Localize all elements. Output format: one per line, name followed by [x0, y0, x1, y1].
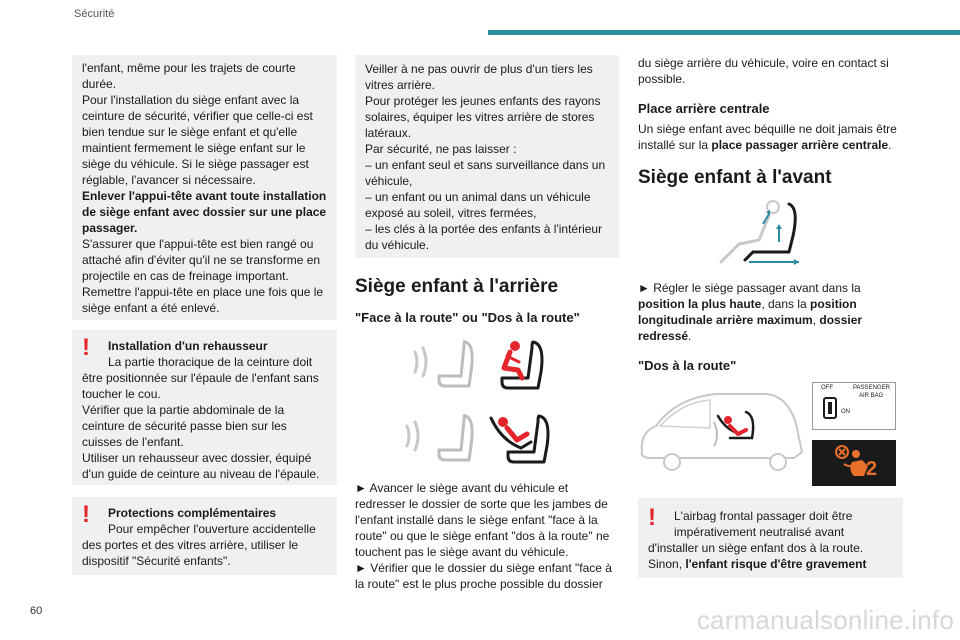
warning-exclamation-icon: !	[648, 504, 656, 531]
adjust-instruction: ► Régler le siège passager avant dans la position la plus haute, dans la position longitudinale arrière maximum, dossier redressé.	[638, 281, 863, 343]
warning-text: Vérifier que la partie abdominale de la ceinture de sécurité passe bien sur les cuisses de l'enfant.	[82, 403, 287, 449]
box-p: Pour protéger les jeunes enfants des rayons solaires, équiper les vitres arrière de stores latéraux.	[365, 94, 601, 140]
airbag-off-label: OFF	[821, 385, 833, 391]
warning-line: La partie thoracique de la ceinture doit	[108, 355, 313, 369]
warning-box-booster	[72, 330, 337, 485]
warning-box-protections	[72, 497, 337, 575]
center-rear-text: Un siège enfant avec béquille ne doit jamais être installé sur la place passager arrière centrale.	[638, 122, 897, 152]
info-box-windows	[355, 55, 619, 258]
section-title: Sécurité	[74, 8, 115, 20]
airbag-off-warning-icon	[812, 440, 896, 486]
continued-text: du siège arrière du véhicule, voire en contact si possible.	[638, 56, 889, 86]
box-p: – un enfant ou un animal dans un véhicule exposé au soleil, vitres fermées,	[365, 190, 591, 220]
instruction-p1: ► Avancer le siège avant du véhicule et redresser le dossier de sorte que les jambes de l'enfant installé dans le siège enfant "face à la route" ou que le siège enfant "dos à la route" ne touchent pas le siège avant du véhicule.	[355, 481, 610, 559]
box-p: – un enfant seul et sans surveillance dans un véhicule,	[365, 158, 606, 188]
passenger-label: PASSENGER	[853, 385, 890, 391]
warning-text: des portes et des vitres arrière, utiliser le dispositif "Sécurité enfants".	[82, 538, 299, 568]
header-accent-bar	[488, 30, 960, 35]
heading-rear-child-seat: Siège enfant à l'arrière	[355, 276, 559, 297]
rear-seat-illustrations	[395, 338, 555, 473]
watermark: carmanualsonline.info	[696, 605, 954, 635]
info-box-installation	[72, 55, 337, 320]
airbag-key-switch-icon	[823, 397, 837, 419]
airbag-number-label: 2	[866, 458, 878, 480]
warning-line: impérativement neutralisé avant	[674, 525, 845, 539]
box-p: Veiller à ne pas ouvrir de plus d'un tiers les vitres arrière.	[365, 62, 593, 92]
rear-facing-seat-icon	[407, 416, 548, 463]
heading-front-child-seat: Siège enfant à l'avant	[638, 167, 832, 188]
airbag-switch-panel	[812, 382, 896, 430]
instruction-p2: ► Vérifier que le dossier du siège enfant "face à la route" est le plus proche possible du dossier	[355, 561, 612, 591]
front-seat-adjust-text	[638, 280, 903, 374]
warning-text: Sinon, l'enfant risque d'être gravement	[648, 557, 867, 571]
subheading-rear-facing: "Dos à la route"	[638, 358, 737, 373]
airbag-label: AIR BAG	[859, 393, 884, 399]
airbag-off-indicator-panel	[812, 440, 896, 486]
car-rear-facing-illustration	[638, 382, 808, 472]
subheading-facing: "Face à la route" ou "Dos à la route"	[355, 310, 580, 325]
warning-box-airbag	[638, 498, 903, 578]
warning-exclamation-icon: !	[82, 334, 90, 361]
forward-facing-seat-icon	[415, 341, 542, 388]
column-right	[638, 55, 903, 189]
box-p: – les clés à la portée des enfants à l'intérieur du véhicule.	[365, 222, 603, 252]
seat-adjust-illustration	[705, 198, 805, 270]
box1-p2: Pour l'installation du siège enfant avec la ceinture de sécurité, vérifier que celle-ci est bien tendue sur le siège enfant et qu'elle maintient fermement le siège enfant sur le siège du véhicule. Si le siège passager est réglable, l'avancer si nécessaire.	[82, 93, 313, 187]
box-p: Par sécurité, ne pas laisser :	[365, 142, 517, 156]
box1-p1: l'enfant, même pour les trajets de courte durée.	[82, 61, 296, 91]
heading-center-rear: Place arrière centrale	[638, 101, 770, 116]
column-middle	[355, 55, 619, 326]
warning-line: Pour empêcher l'ouverture accidentelle	[108, 522, 316, 536]
box1-p4: S'assurer que l'appui-tête est bien rangé ou attaché afin d'éviter qu'il ne se transforme en projectile en cas de freinage important. Remettre l'appui-tête en place une fois que le siège enfant a été enlevé.	[82, 237, 324, 315]
warning-title: Installation d'un rehausseur	[108, 339, 268, 353]
page-number: 60	[30, 605, 43, 617]
warning-title: Protections complémentaires	[108, 506, 277, 520]
warning-exclamation-icon: !	[82, 501, 90, 528]
rear-seat-instructions	[355, 480, 619, 592]
warning-line: L'airbag frontal passager doit être	[674, 509, 853, 523]
box1-p3: Enlever l'appui-tête avant toute installation de siège enfant avec dossier sur une place passager.	[82, 189, 327, 235]
warning-text: Utiliser un rehausseur avec dossier, équipé d'un guide de ceinture au niveau de l'épaule.	[82, 451, 320, 481]
column-left	[72, 55, 337, 575]
airbag-on-label: ON	[841, 409, 850, 415]
warning-text: d'installer un siège enfant dos à la route.	[648, 541, 864, 555]
warning-text: être positionnée sur l'épaule de l'enfant sans toucher le cou.	[82, 371, 319, 401]
